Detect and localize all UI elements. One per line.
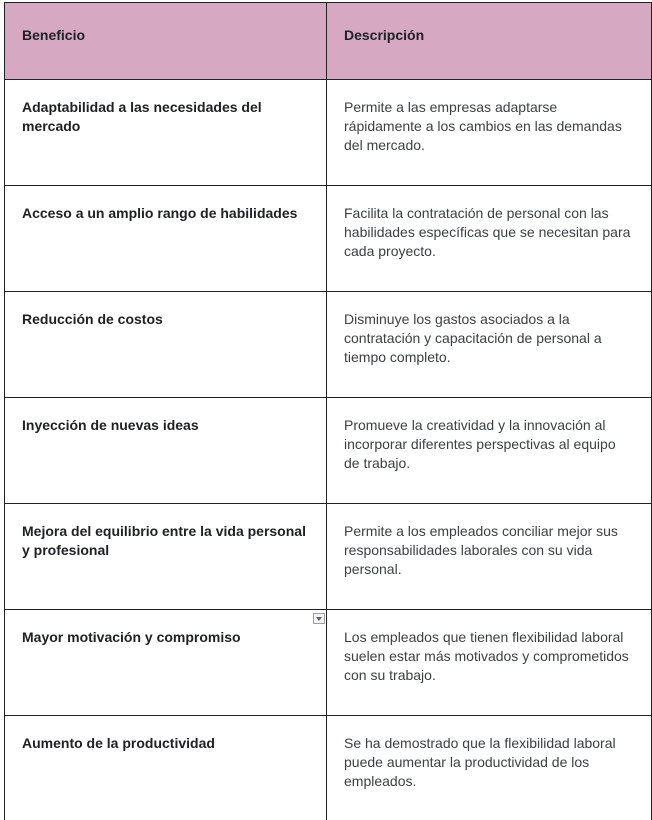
- table-row: [5, 186, 652, 292]
- benefit-cell[interactable]: Mejora del equilibrio entre la vida personal y profesional: [5, 504, 327, 610]
- benefit-cell-text: Mayor motivación y compromiso: [22, 629, 241, 645]
- table-header-row: [5, 3, 652, 80]
- cell-dropdown-button[interactable]: [313, 613, 325, 624]
- table-row: [5, 398, 652, 504]
- benefit-cell[interactable]: Aumento de la productividad: [5, 716, 327, 820]
- description-cell[interactable]: Los empleados que tienen flexibilidad laboral suelen estar más motivados y comprometidos con su trabajo.: [327, 610, 652, 716]
- chevron-down-icon: [316, 617, 322, 621]
- description-cell[interactable]: Disminuye los gastos asociados a la contratación y capacitación de personal a tiempo completo.: [327, 292, 652, 398]
- table-row: [5, 610, 652, 716]
- description-cell[interactable]: Permite a las empresas adaptarse rápidamente a los cambios en las demandas del mercado.: [327, 80, 652, 186]
- header-benefit[interactable]: Beneficio: [5, 3, 327, 80]
- benefit-cell[interactable]: Acceso a un amplio rango de habilidades: [5, 186, 327, 292]
- benefits-table: [4, 2, 652, 820]
- table-row: [5, 716, 652, 820]
- table-row: [5, 292, 652, 398]
- description-cell[interactable]: Permite a los empleados conciliar mejor sus responsabilidades laborales con su vida personal.: [327, 504, 652, 610]
- benefit-cell[interactable]: Adaptabilidad a las necesidades del mercado: [5, 80, 327, 186]
- table-row: [5, 504, 652, 610]
- benefit-cell-selected[interactable]: [5, 610, 327, 716]
- table-row: [5, 80, 652, 186]
- description-cell[interactable]: Se ha demostrado que la flexibilidad laboral puede aumentar la productividad de los empleados.: [327, 716, 652, 820]
- benefit-cell[interactable]: Inyección de nuevas ideas: [5, 398, 327, 504]
- benefit-cell[interactable]: Reducción de costos: [5, 292, 327, 398]
- description-cell[interactable]: Facilita la contratación de personal con las habilidades específicas que se necesitan para cada proyecto.: [327, 186, 652, 292]
- description-cell[interactable]: Promueve la creatividad y la innovación al incorporar diferentes perspectivas al equipo de trabajo.: [327, 398, 652, 504]
- header-description[interactable]: Descripción: [327, 3, 652, 80]
